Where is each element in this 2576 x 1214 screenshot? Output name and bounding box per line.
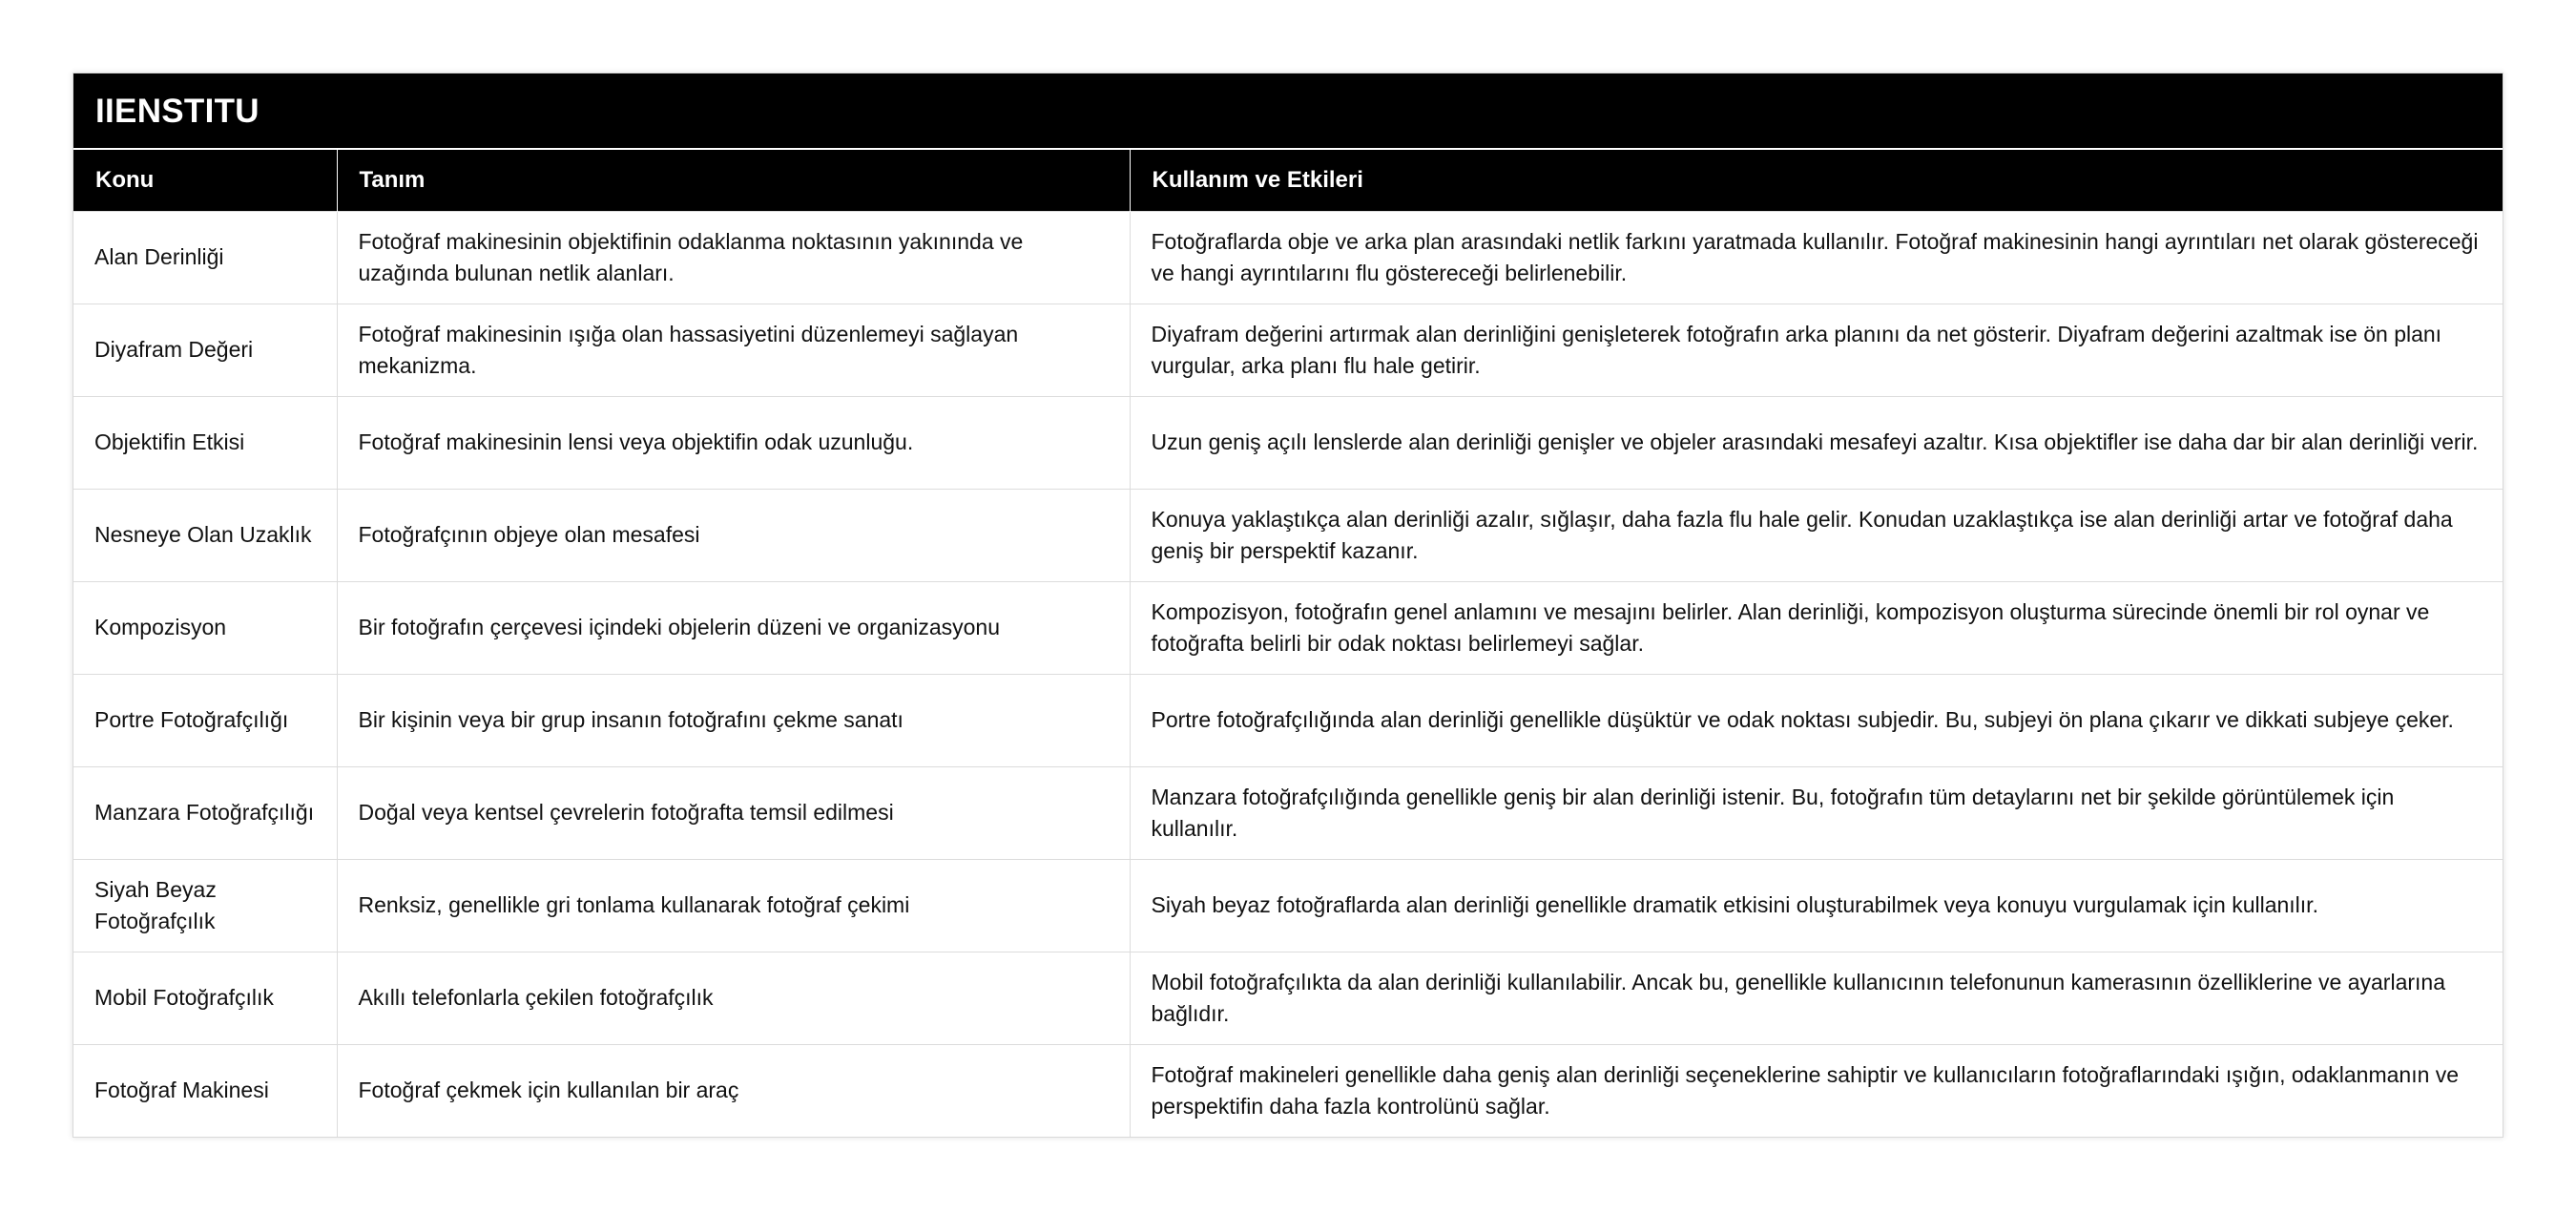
topics-table bbox=[73, 150, 2503, 1137]
cell-topic: Objektifin Etkisi bbox=[73, 396, 337, 489]
cell-topic: Siyah Beyaz Fotoğrafçılık bbox=[73, 859, 337, 952]
cell-usage: Manzara fotoğrafçılığında genellikle geniş bir alan derinliği istenir. Bu, fotoğrafın tüm detaylarını net bir şekilde görüntülemek için kullanılır. bbox=[1130, 766, 2503, 859]
cell-definition: Bir kişinin veya bir grup insanın fotoğrafını çekme sanatı bbox=[337, 674, 1130, 766]
table-row bbox=[73, 211, 2503, 304]
cell-topic: Kompozisyon bbox=[73, 581, 337, 674]
column-header-topic: Konu bbox=[73, 150, 337, 211]
cell-usage: Siyah beyaz fotoğraflarda alan derinliği genellikle dramatik etkisini oluşturabilmek veya konuyu vurgulamak için kullanılır. bbox=[1130, 859, 2503, 952]
table-row bbox=[73, 952, 2503, 1044]
table-row bbox=[73, 674, 2503, 766]
table-row bbox=[73, 581, 2503, 674]
cell-usage: Uzun geniş açılı lenslerde alan derinliği genişler ve objeler arasındaki mesafeyi azaltır. Kısa objektifler ise daha dar bir alan derinliği verir. bbox=[1130, 396, 2503, 489]
cell-definition: Doğal veya kentsel çevrelerin fotoğrafta temsil edilmesi bbox=[337, 766, 1130, 859]
table-row bbox=[73, 396, 2503, 489]
brand-title: IIENSTITU bbox=[73, 73, 2503, 150]
cell-topic: Manzara Fotoğrafçılığı bbox=[73, 766, 337, 859]
column-header-definition: Tanım bbox=[337, 150, 1130, 211]
cell-usage: Konuya yaklaştıkça alan derinliği azalır, sığlaşır, daha fazla flu hale gelir. Konudan uzaklaştıkça ise alan derinliği artar ve fotoğraf daha geniş bir perspektif kazanır. bbox=[1130, 489, 2503, 581]
cell-topic: Fotoğraf Makinesi bbox=[73, 1044, 337, 1137]
cell-definition: Fotoğraf makinesinin objektifinin odaklanma noktasının yakınında ve uzağında bulunan netlik alanları. bbox=[337, 211, 1130, 304]
cell-usage: Diyafram değerini artırmak alan derinliğini genişleterek fotoğrafın arka planını da net gösterir. Diyafram değerini azaltmak ise ön planı vurgular, arka planı flu hale getirir. bbox=[1130, 304, 2503, 396]
cell-usage: Mobil fotoğrafçılıkta da alan derinliği kullanılabilir. Ancak bu, genellikle kullanıcının telefonunun kamerasının özelliklerine ve ayarlarına bağlıdır. bbox=[1130, 952, 2503, 1044]
table-row bbox=[73, 304, 2503, 396]
cell-definition: Fotoğrafçının objeye olan mesafesi bbox=[337, 489, 1130, 581]
cell-usage: Portre fotoğrafçılığında alan derinliği genellikle düşüktür ve odak noktası subjedir. Bu, subjeyi ön plana çıkarır ve dikkati subjeye çeker. bbox=[1130, 674, 2503, 766]
cell-definition: Akıllı telefonlarla çekilen fotoğrafçılık bbox=[337, 952, 1130, 1044]
table-row bbox=[73, 1044, 2503, 1137]
cell-topic: Portre Fotoğrafçılığı bbox=[73, 674, 337, 766]
content-table-card bbox=[73, 73, 2503, 1138]
cell-usage: Fotoğraflarda obje ve arka plan arasındaki netlik farkını yaratmada kullanılır. Fotoğraf makinesinin hangi ayrıntıları net olarak göstereceği ve hangi ayrıntılarını flu göstereceği belirlenebilir. bbox=[1130, 211, 2503, 304]
cell-definition: Renksiz, genellikle gri tonlama kullanarak fotoğraf çekimi bbox=[337, 859, 1130, 952]
cell-definition: Bir fotoğrafın çerçevesi içindeki objelerin düzeni ve organizasyonu bbox=[337, 581, 1130, 674]
cell-topic: Mobil Fotoğrafçılık bbox=[73, 952, 337, 1044]
table-row bbox=[73, 859, 2503, 952]
cell-topic: Diyafram Değeri bbox=[73, 304, 337, 396]
table-row bbox=[73, 766, 2503, 859]
cell-topic: Nesneye Olan Uzaklık bbox=[73, 489, 337, 581]
column-header-usage: Kullanım ve Etkileri bbox=[1130, 150, 2503, 211]
cell-usage: Kompozisyon, fotoğrafın genel anlamını ve mesajını belirler. Alan derinliği, kompozisyon oluşturma sürecinde önemli bir rol oynar ve fotoğrafta belirli bir odak noktası belirlemeyi sağlar. bbox=[1130, 581, 2503, 674]
cell-definition: Fotoğraf makinesinin ışığa olan hassasiyetini düzenlemeyi sağlayan mekanizma. bbox=[337, 304, 1130, 396]
table-row bbox=[73, 489, 2503, 581]
cell-usage: Fotoğraf makineleri genellikle daha geniş alan derinliği seçeneklerine sahiptir ve kullanıcıların fotoğraflarındaki ışığın, odaklanmanın ve perspektifin daha fazla kontrolünü sağlar. bbox=[1130, 1044, 2503, 1137]
cell-topic: Alan Derinliği bbox=[73, 211, 337, 304]
table-header-row bbox=[73, 150, 2503, 211]
cell-definition: Fotoğraf çekmek için kullanılan bir araç bbox=[337, 1044, 1130, 1137]
cell-definition: Fotoğraf makinesinin lensi veya objektifin odak uzunluğu. bbox=[337, 396, 1130, 489]
